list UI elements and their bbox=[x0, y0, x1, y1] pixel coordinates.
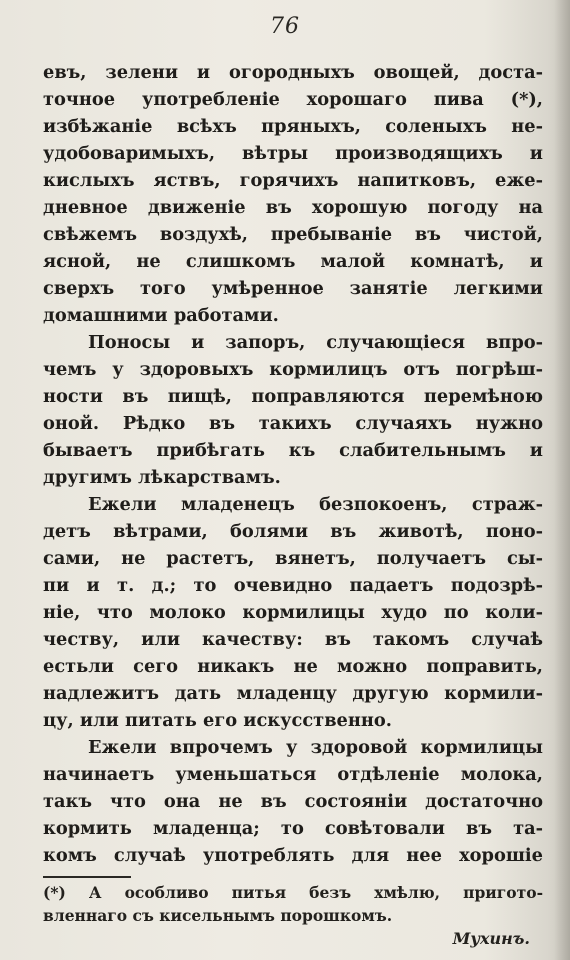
paragraph-start-line: Ежели впрочемъ у здоровой кормилицы bbox=[88, 737, 543, 758]
text-line: домашними работами. bbox=[43, 305, 279, 326]
text-line: другимъ лѣкарствамъ. bbox=[43, 467, 281, 488]
text-line: кислыхъ яствъ, горячихъ напитковъ, еже- bbox=[43, 170, 543, 191]
text-line: ности въ пищѣ, поправляются перемѣною bbox=[43, 386, 543, 407]
text-line: начинаетъ уменьшаться отдѣленіе молока, bbox=[43, 764, 543, 785]
text-line: оной. Рѣдко въ такихъ случаяхъ нужно bbox=[43, 413, 543, 434]
text-line: бываетъ прибѣгать къ слабительнымъ и bbox=[43, 440, 543, 461]
footnote-line: вленнаго съ кисельнымъ порошкомъ. bbox=[43, 906, 393, 925]
footnote-signature: Мухинъ. bbox=[452, 929, 530, 948]
text-line: точное употребленіе хорошаго пива (*), bbox=[43, 89, 543, 110]
text-line: ясной, не слишкомъ малой комнатѣ, и bbox=[43, 251, 543, 272]
text-line: честву, или качеству: въ такомъ случаѣ bbox=[43, 629, 543, 650]
text-line: свѣжемъ воздухѣ, пребываніе въ чистой, bbox=[43, 224, 543, 245]
text-line: надлежитъ дать младенцу другую кормили- bbox=[43, 683, 543, 704]
text-line: чемъ у здоровыхъ кормилицъ отъ погрѣш- bbox=[43, 359, 543, 380]
text-line: кормить младенца; то совѣтовали въ та- bbox=[43, 818, 543, 839]
text-line: комъ случаѣ употреблять для нее хорошіе bbox=[43, 845, 543, 866]
text-line: пи и т. д.; то очевидно падаетъ подозрѣ- bbox=[43, 575, 543, 596]
text-line: удобоваримыхъ, вѣтры производящихъ и bbox=[43, 143, 543, 164]
text-line: ніе, что молоко кормилицы худо по коли- bbox=[43, 602, 543, 623]
text-line: дневное движеніе въ хорошую погоду на bbox=[43, 197, 543, 218]
text-line: сами, не растетъ, вянетъ, получаетъ сы- bbox=[43, 548, 543, 569]
text-line: избѣжаніе всѣхъ пряныхъ, соленыхъ не- bbox=[43, 116, 543, 137]
text-line: сверхъ того умѣренное занятіе легкими bbox=[43, 278, 543, 299]
paragraph-start-line: Ежели младенецъ безпокоенъ, страж- bbox=[88, 494, 543, 515]
text-line: такъ что она не въ состояніи достаточно bbox=[43, 791, 543, 812]
page-gutter-shadow bbox=[554, 0, 570, 960]
footnote-line: (*) А особливо питья безъ хмѣлю, пригото- bbox=[43, 883, 543, 902]
text-line: детъ вѣтрами, болями въ животѣ, поно- bbox=[43, 521, 543, 542]
footnote-divider bbox=[43, 876, 131, 878]
text-line: естьли сего никакъ не можно поправить, bbox=[43, 656, 543, 677]
text-line: евъ, зелени и огородныхъ овощей, доста- bbox=[43, 62, 543, 83]
paragraph-start-line: Поносы и запоръ, случающіеся впро- bbox=[88, 332, 543, 353]
text-line: цу, или питать его искусственно. bbox=[43, 710, 392, 731]
page-number: 76 bbox=[270, 14, 300, 39]
